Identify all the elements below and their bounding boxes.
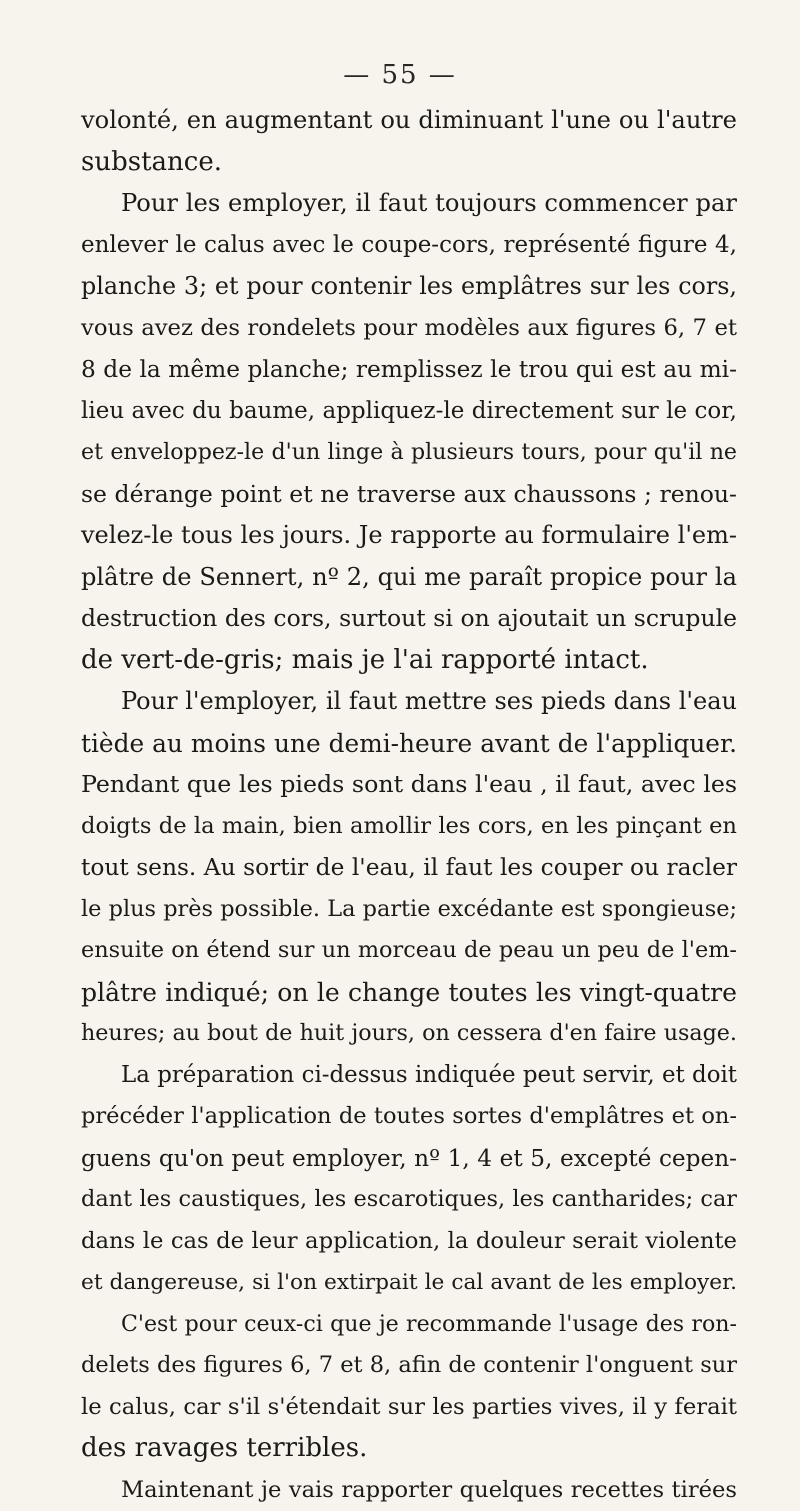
text-line: Pour les employer, il faut toujours commencer par [81, 183, 737, 225]
text-line: lieu avec du baume, appliquez-le directement sur le cor, [81, 391, 737, 433]
text-line: destruction des cors, surtout si on ajoutait un scrupule [81, 598, 737, 640]
text-line: guens qu'on peut employer, nº 1, 4 et 5, excepté cepen- [81, 1138, 737, 1180]
text-line: La préparation ci-dessus indiquée peut servir, et doit [81, 1055, 737, 1097]
text-line: substance. [81, 142, 737, 184]
text-line: plâtre de Sennert, nº 2, qui me paraît propice pour la [81, 557, 737, 599]
page-number: — 55 — [0, 60, 800, 90]
text-line: des ravages terribles. [81, 1428, 737, 1470]
text-line: planche 3; et pour contenir les emplâtres sur les cors, [81, 266, 737, 308]
text-line: tout sens. Au sortir de l'eau, il faut les couper ou racler [81, 847, 737, 889]
text-line: plâtre indiqué; on le change toutes les vingt-quatre [81, 972, 737, 1014]
text-line: dant les caustiques, les escarotiques, les cantharides; car [81, 1179, 737, 1221]
text-line: tiède au moins une demi-heure avant de l'appliquer. [81, 723, 737, 765]
text-line: enlever le calus avec le coupe-cors, représenté figure 4, [81, 225, 737, 267]
text-line: volonté, en augmentant ou diminuant l'une ou l'autre [81, 100, 737, 142]
text-line: se dérange point et ne traverse aux chaussons ; renou- [81, 474, 737, 516]
body-text [81, 100, 737, 1511]
text-line: Pendant que les pieds sont dans l'eau , il faut, avec les [81, 764, 737, 806]
text-line: delets des figures 6, 7 et 8, afin de contenir l'onguent sur [81, 1345, 737, 1387]
text-line: le calus, car s'il s'étendait sur les parties vives, il y ferait [81, 1387, 737, 1429]
text-line: heures; au bout de huit jours, on cessera d'en faire usage. [81, 1013, 737, 1055]
text-line: vous avez des rondelets pour modèles aux figures 6, 7 et [81, 308, 737, 350]
text-line: ensuite on étend sur un morceau de peau un peu de l'em- [81, 930, 737, 972]
text-line: 8 de la même planche; remplissez le trou qui est au mi- [81, 349, 737, 391]
text-line: et enveloppez-le d'un linge à plusieurs tours, pour qu'il ne [81, 432, 737, 474]
text-line: velez-le tous les jours. Je rapporte au formulaire l'em- [81, 515, 737, 557]
text-line: dans le cas de leur application, la douleur serait violente [81, 1221, 737, 1263]
text-line: et dangereuse, si l'on extirpait le cal avant de les employer. [81, 1262, 737, 1304]
text-line: doigts de la main, bien amollir les cors, en les pinçant en [81, 806, 737, 848]
text-line: de vert-de-gris; mais je l'ai rapporté intact. [81, 640, 737, 682]
text-line: C'est pour ceux-ci que je recommande l'usage des ron- [81, 1304, 737, 1346]
text-line: Pour l'employer, il faut mettre ses pieds dans l'eau [81, 681, 737, 723]
text-line: le plus près possible. La partie excédante est spongieuse; [81, 889, 737, 931]
text-line: précéder l'application de toutes sortes d'emplâtres et on- [81, 1096, 737, 1138]
text-line: Maintenant je vais rapporter quelques recettes tirées [81, 1470, 737, 1511]
